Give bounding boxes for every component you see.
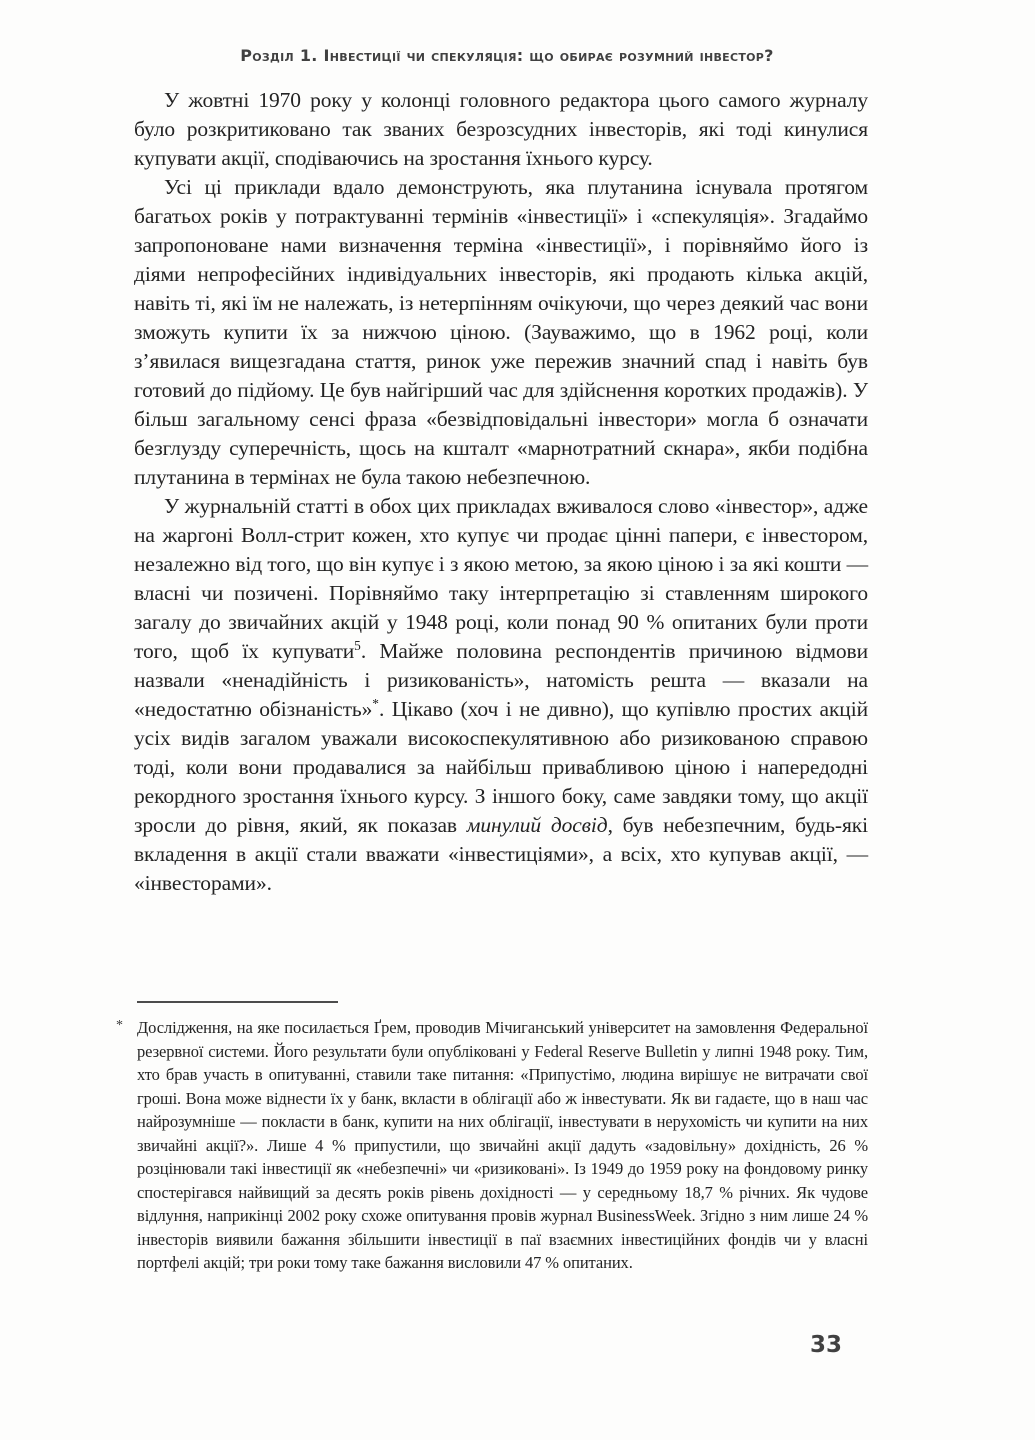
body-paragraph [134, 492, 868, 898]
text-segment: . Цікаво (хоч і не дивно), що купівлю простих акцій усіх видів загалом уважали високоспекулятивною або ризикованою справою тоді, коли вони продавалися за найбільш привабливою ціною і напередодні рекордного зростання їхнього курсу. З іншого боку, саме завдяки тому, що акції зросли до рівня, який, як показав [134, 697, 868, 837]
body-text [134, 86, 868, 898]
text-segment: У жовтні 1970 року у колонці головного редактора цього самого журналу було розкритиковано так званих безрозсудних інвесторів, які тоді кинулися купувати акції, сподіваючись на зростання їхнього курсу. [134, 88, 868, 170]
text-segment: У журнальній статті в обох цих прикладах вживалося слово «інвестор», адже на жаргоні Волл-стрит кожен, хто купує чи продає цінні папери, є інвестором, незалежно від того, що він купує і з якою метою, за якою ціною і за які кошти — власні чи позичені. Порівняймо таку інтерпретацію зі ставленням широкого загалу до звичайних акцій у 1948 році, коли понад 90 % опитаних були проти того, щоб їх купувати [134, 494, 868, 663]
text-segment: Дослідження, на яке посилається Ґрем, проводив Мічиганський університет на замовлення Федеральної резервної системи. Його результати були опубліковані у Federal Reserve Bulletin у липні 1948 року. Тим, хто брав участь в опитуванні, ставили таке питання: «Припустімо, людина вирішує не витрачати свої гроші. Вона може віднести їх у банк, вкласти в облігації або ж інвестувати. Як ви гадаєте, що в наш час найрозумніше — покласти в банк, купити на них облігації, інвестувати в нерухомість чи купити на них звичайні акції?». Лише 4 % припустили, що звичайні акції дадуть «задовільну» дохідність, 26 % розцінювали такі інвестиції як «небезпечні» чи «ризиковані». Із 1949 до 1959 року на фондовому ринку спостерігався найвищий за десять років рівень дохідності — у середньому 18,7 % річних. Як чудове відлуння, наприкінці 2002 року схоже опитування провів журнал BusinessWeek. Згідно з ним лише 24 % інвесторів виявили бажання збільшити інвестиції в паї взаємних інвестиційних фондів чи у власні портфелі акцій; три роки тому таке бажання висловили 47 % опитаних. [137, 1018, 868, 1272]
running-header: Розділ 1. Інвестиції чи спекуляція: що обирає розумний інвестор? [240, 46, 774, 65]
text-segment: . Майже половина респондентів причиною відмови назвали «ненадійність і ризикованість», натомість решта — вказали на «недостатню обізнаність» [134, 639, 868, 721]
page-number: 33 [810, 1332, 843, 1358]
footnote-divider [137, 1001, 338, 1003]
footnote [116, 1016, 868, 1275]
text-segment: Усі ці приклади вдало демонструють, яка плутанина існувала протягом багатьох років у потрактуванні термінів «інвестиції» і «спекуляція». Згадаймо запропоноване нами визначення терміна «інвестиції», і порівняймо його із діями непрофесійних індивідуальних інвесторів, які продають кілька акцій, навіть ті, які їм не належать, із нетерпінням очікуючи, що через деякий час вони зможуть купити їх за нижчою ціною. (Зауважимо, що в 1962 році, коли з’явилася вищезгадана стаття, ринок уже пережив значний спад і навіть був готовий до підйому. Це був найгірший час для здійснення коротких продажів). У більш загальному сенсі фраза «безвідповідальні інвестори» могла б означати безглузду суперечність, щось на кшталт «марнотратний скнара», якби подібна плутанина в термінах не була такою небезпечною. [134, 175, 868, 489]
body-paragraph [134, 86, 868, 173]
footnote-marker: * [116, 1018, 123, 1033]
body-paragraph [134, 173, 868, 492]
text-segment: 5 [354, 637, 361, 653]
text-segment: * [372, 695, 379, 711]
text-segment: минулий досвід [466, 813, 608, 837]
footnote-body [137, 1018, 868, 1272]
text-segment: , був небезпечним, будь-які вкладення в акції стали вважати «інвестиціями», а всіх, хто купував акції, — «інвесторами». [134, 813, 868, 895]
